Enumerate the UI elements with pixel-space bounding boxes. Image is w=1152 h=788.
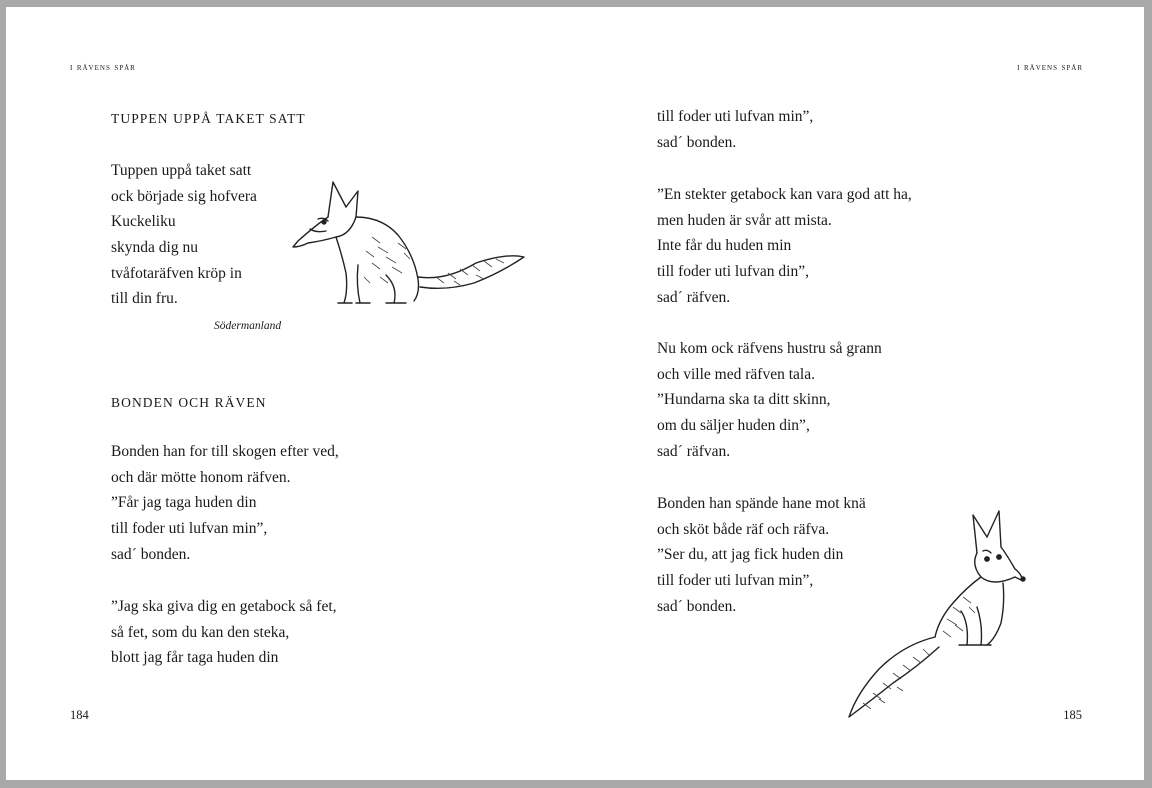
poem-line: men huden är svår att mista.	[657, 211, 832, 229]
poem-stanza	[657, 491, 866, 619]
poem-line: om du säljer huden din”,	[657, 417, 810, 435]
poem-line: Tuppen uppå taket satt	[111, 162, 252, 179]
poem-line: till foder uti lufvan min”,	[657, 108, 814, 125]
poem-stanza	[111, 594, 337, 671]
poem-line: Inte får du huden min	[657, 237, 792, 255]
poem-line: så fet, som du kan den steka,	[111, 623, 290, 641]
poem-line: och sköt både räf och räfva.	[657, 520, 830, 538]
poem-line: skynda dig nu	[111, 239, 198, 257]
page-number-right: 185	[1063, 708, 1082, 722]
poem-line: sad´ bonden.	[657, 597, 737, 615]
poem-line: till din fru.	[111, 290, 178, 308]
poem-line: ”En stekter getabock kan vara god att ha,	[657, 186, 912, 203]
poem-line: tvåfotaräfven kröp in	[111, 264, 242, 282]
poem-line: och där mötte honom räfven.	[111, 468, 291, 486]
poem-line: sad´ räfvan.	[657, 442, 731, 460]
right-page	[575, 7, 1144, 780]
poem-line: sad´ räfven.	[657, 288, 731, 306]
poem-stanza	[657, 104, 813, 155]
poem-line: ock började sig hofvera	[111, 187, 257, 205]
fox-sitting-icon	[286, 177, 526, 312]
poem-line: Kuckeliku	[111, 213, 176, 231]
running-head-left: i rävens spår	[70, 62, 136, 73]
poem-attribution: Södermanland	[214, 320, 282, 332]
poem-line: till foder uti lufvan min”,	[111, 520, 268, 538]
poem-title: TUPPEN UPPÅ TAKET SATT	[111, 111, 306, 126]
poem-line: ”Får jag taga huden din	[111, 494, 257, 512]
poem-stanza	[657, 182, 912, 310]
poem-line: till foder uti lufvan min”,	[657, 572, 814, 590]
poem-line: Bonden han for till skogen efter ved,	[111, 443, 339, 460]
poem-line: ”Hundarna ska ta ditt skinn,	[657, 391, 831, 409]
poem-line: och ville med räfven tala.	[657, 365, 815, 383]
poem-line: Nu kom ock räfvens hustru så grann	[657, 340, 882, 357]
book-spread	[6, 7, 1144, 780]
page-number-left: 184	[70, 708, 89, 722]
poem-line: ”Ser du, att jag fick huden din	[657, 546, 844, 564]
poem-stanza	[111, 439, 339, 567]
poem-line: sad´ bonden.	[657, 133, 737, 151]
poem-stanza	[657, 336, 882, 464]
poem-line: sad´ bonden.	[111, 545, 191, 563]
poem-line: Bonden han spände hane mot knä	[657, 495, 866, 512]
poem-line: till foder uti lufvan din”,	[657, 263, 809, 281]
poem-stanza	[111, 158, 257, 312]
poem-line: ”Jag ska giva dig en getabock så fet,	[111, 598, 337, 615]
running-head-right: i rävens spår	[1017, 62, 1083, 73]
fox-sitting-icon	[843, 507, 1033, 719]
left-page	[6, 7, 575, 780]
poem-line: blott jag får taga huden din	[111, 649, 279, 667]
poem-title: BONDEN OCH RÄVEN	[111, 395, 267, 410]
